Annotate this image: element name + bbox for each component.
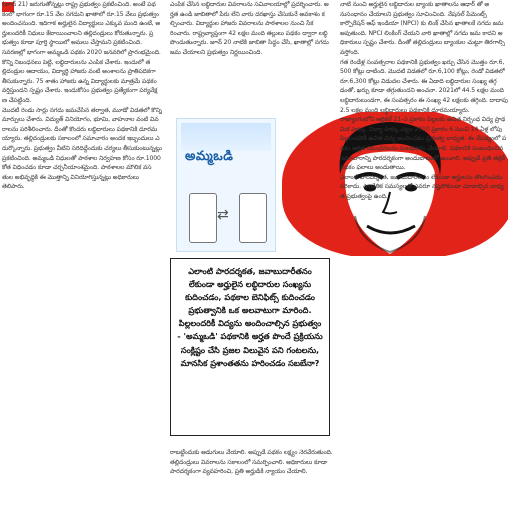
paragraph: ఎలాంటి పారదర్శకత, జవాబుదారీతనం లేకుండా అర్హులను తొలగించడం సరికాదు. సాంకేతిక సమస్యలతో ఎవరూ నష్టపోకుండా చూడాల్సిన బాధ్యత ప్రభుత్వంపై ఉంది. bbox=[340, 173, 504, 200]
amma-vodi-logo-card bbox=[176, 118, 276, 252]
exchange-arrows-icon: ⇄ bbox=[217, 207, 229, 223]
paragraph: రాజ్యాంగంలోని ఆర్టికల్ 21-ఎ ప్రకారం పిల్లలకు ఉచిత నిర్బంధ విద్య ప్రాథమిక హక్కు. విద్యా హక్కు చట్టం 2010 ప్రకారం 6 నుంచి 14 ఏళ్ల లోపు పిల్లలందరికీ ఉచిత విద్య అందించడం ప్రభుత్వ బాధ్యత. ఈ నేపథ్యంలో పథకం అర్హత నిబంధనలను సులభతరం చేయాలి. పథకానికి సంబంధించిన సమాచారాన్ని పారదర్శకంగా అందుబాటులో ఉంచాలి. అప్పుడే ప్రతి తల్లికీ పథకం ఫలాలు అందుతాయి. bbox=[340, 116, 507, 172]
paragraph: గత రెండేళ్ల సంవత్సరాల పథకానికి ప్రభుత్వం ఖర్చు చేసిన మొత్తం రూ.6,500 కోట్లు దాటింది. మొదటి విడతలో రూ.6,100 కోట్లు, రెండో విడతలో రూ.6,300 కోట్లు విడుదల చేశారు. ఈ ఏడాది లబ్ధిదారుల సంఖ్య తగ్గడంతో, ఖర్చు కూడా తగ్గుతుందని అంచనా. 2021లో 44.5 లక్షల మంది లబ్ధిదారులుండగా, ఈ సంవత్సరం ఈ సంఖ్య 42 లక్షలకు తగ్గింది. దాదాపు 2.5 లక్షల మంది లబ్ధిదారులు పథకానికి దూరమయ్యారు. bbox=[340, 58, 508, 114]
paragraph: సవరణల్లో భాగంగా అమ్మఒడి పథకం 2020 జనవరిలో ప్రారంభమైంది. కొన్ని నిబంధనలు పెట్టి, లబ్ధిదారులను ఎంపిక చేశారు. ఇందులో తల్లిదండ్రుల ఆదాయం, విద్యార్థి హాజరు వంటి అంశాలను ప్రాతిపదికగా తీసుకున్నారు. 75 శాతం హాజరు ఉన్న విద్యార్థులకు మాత్రమే పథకం వర్తిస్తుందని స్పష్టం చేశారు. ఇందుకోసం ప్రభుత్వం ప్రత్యేకంగా పర్యవేక్షణ చేపట్టింది. bbox=[2, 48, 161, 104]
article-column-2-top bbox=[170, 0, 330, 110]
article-column-3 bbox=[340, 0, 508, 510]
phone-icon bbox=[189, 193, 217, 243]
paragraph: రాబట్టేందుకు అడుగులు వేయాలి. అప్పుడే పథకం లక్ష్యం నెరవేరుతుంది. తల్లిదండ్రులు వివరాలను సకాలంలో సమర్పించాలి. అధికారులు కూడా పారదర్శకంగా వ్యవహరించి, ప్రతి అర్హుడికి న్యాయం చేయాలి. bbox=[170, 449, 333, 476]
mother-child-photo bbox=[181, 123, 271, 151]
pull-quote-box bbox=[170, 258, 330, 436]
paragraph: ఎంపిక చేసిన లబ్ధిదారుల వివరాలను సచివాలయాల్లో ప్రదర్శించారు. అర్హత ఉండి జాబితాలో పేరు లేని వారు దరఖాస్తు చేసుకునే అవకాశం కల్పించారు. విద్యార్థుల హాజరు వివరాలను పాఠశాలల నుంచి సేకరించారు. రాష్ట్రవ్యాప్తంగా 42 లక్షల మంది తల్లులు పథకం ద్వారా లబ్ధి పొందుతున్నారు. జూన్ 20 నాటికి జాబితా సిద్ధం చేసి, ఖాతాల్లో నగదు జమ చేయాలని ప్రభుత్వం నిర్ణయించింది. bbox=[170, 1, 329, 56]
paragraph: నాటి నుంచి అర్హులైన లబ్ధిదారుల బ్యాంకు ఖాతాలను ఆధార్ తో అనుసంధానం చేయాలని ప్రభుత్వం సూచించింది. నేషనల్ పేమెంట్స్ కార్పొరేషన్ ఆఫ్ ఇండియా (NPCI) కు లింక్ చేసిన ఖాతాలకే నగదు జమ అవుతుంది. NPCI లింకింగ్ చేయని వారి ఖాతాల్లో నగదు జమ కాదని అధికారులు స్పష్టం చేశారు. దీంతో తల్లిదండ్రులు బ్యాంకుల చుట్టూ తిరగాల్సి వస్తోంది. bbox=[340, 1, 505, 56]
paragraph: మొదటి రెండు సార్లు నగదు జమచేసిన తర్వాత, మూడో విడతలో కొన్ని మార్పులు చేశారు. విద్యుత్ వినియోగం, భూమి, వాహనాల వంటి వివరాలను పరిశీలించారు. దీంతో కొందరు లబ్ధిదారులు పథకానికి దూరమయ్యారు. తల్లిదండ్రులకు సకాలంలో సమాచారం అందక ఇబ్బందులు ఎదుర్కొన్నారు. ప్రభుత్వం వీటిని సరిదిద్దేందుకు చర్యలు తీసుకుంటున్నట్లు ప్రకటించింది. అమ్మఒడి నిధులతో పాఠశాల నిర్వహణ కోసం రూ.1000 కోత విధించడం కూడా చర్చనీయాంశమైంది. పాఠశాలల మౌలిక వసతుల అభివృద్ధికి ఈ మొత్తాన్ని వినియోగిస్తున్నట్లు అధికారులు తెలిపారు. bbox=[2, 106, 162, 191]
article-column-1 bbox=[2, 0, 162, 510]
article-column-2-bottom bbox=[170, 448, 335, 510]
phone-icon bbox=[239, 193, 267, 243]
amma-vodi-logo-text: అమ్మఒడి bbox=[185, 149, 234, 164]
pull-quote-text: ఎలాంటి పారదర్శకత, జవాబుదారీతనం లేకుండా అర్హులైన లబ్ధిదారుల సంఖ్యను కుదించడం, పథకాల బెనిఫిట్స్ కుదించడం ప్రభుత్వానికి ఒక అలవాటుగా మారింది. పిల్లలందరికీ విద్యను అందించాల్సిన ప్రభుత్వం - 'అమ్మఒడి' పథకానికి అర్హత పొందే ప్రక్రియను సంక్లిష్టం చేసి ప్రజల విలువైన పని గంటలను, మానసిక ప్రశాంతతను హరించడం సబబేనా? bbox=[177, 266, 323, 368]
paragraph: (జూన్ 21) జరుగుతోన్నట్లు రాష్ట్ర ప్రభుత్వం ప్రకటించింది. అంటే పథకంలో భాగంగా రూ.15 వేల నగదుని ఖాతాలో రూ.15 వేలు ప్రభుత్వం అందించనుంది. ఇదిగాక అర్హులైన విద్యార్థులు ఎక్కువ మంది ఉంటే, అర్హులందరికీ నిధులు కేటాయించాలని తల్లిదండ్రులు కోరుతున్నారు. ప్రభుత్వం కూడా పూర్తి స్థాయిలో అమలు చేస్తామని ప్రకటించింది. bbox=[2, 1, 161, 47]
